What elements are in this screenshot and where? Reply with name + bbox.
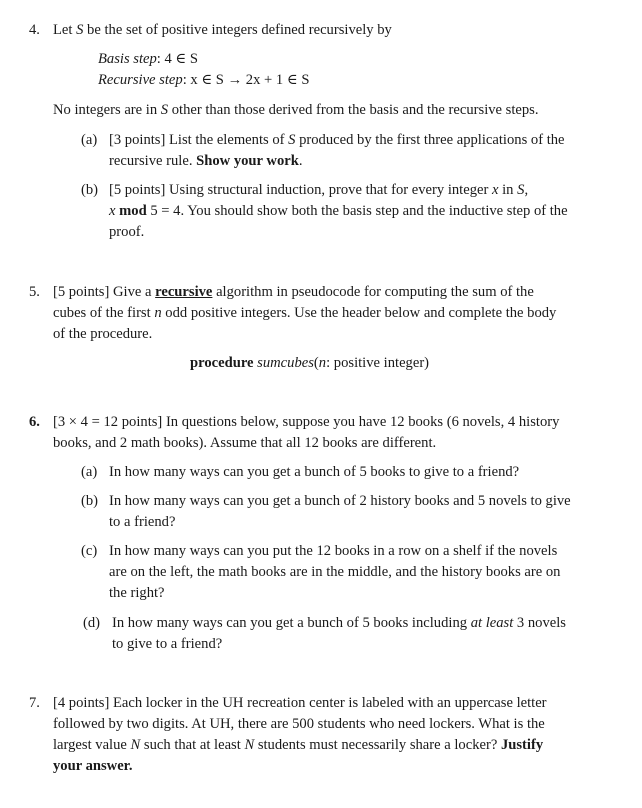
q6-part-b-label: (b) (81, 493, 99, 509)
q6-part-c-label: (c) (81, 543, 98, 559)
q4-part-b-line3: proof. (109, 224, 145, 240)
q6-line1: [3 × 4 = 12 points] In questions below, suppose you have 12 books (6 novels, 4 history (53, 414, 560, 430)
q7-line2: followed by two digits. At UH, there are 500 students who need lockers. What is the (53, 716, 545, 732)
q4-basis-step: Basis step: 4 ∈ S (98, 51, 198, 67)
q5-line3: of the procedure. (53, 326, 153, 342)
q5-line2: cubes of the first n odd positive integers. Use the header below and complete the body (53, 305, 557, 321)
q4-part-a-label: (a) (81, 132, 98, 148)
q5-line1: [5 points] Give a recursive algorithm in pseudocode for computing the sum of the (53, 284, 534, 300)
q6-line2: books, and 2 math books). Assume that all 12 books are different. (53, 435, 437, 451)
q6-part-c-line3: the right? (109, 585, 165, 601)
q6-part-b-line1: In how many ways can you get a bunch of 2 history books and 5 novels to give (109, 493, 571, 509)
q4-part-a-line1: [3 points] List the elements of S produced by the first three applications of the (109, 132, 565, 148)
q6-part-d-line1: In how many ways can you get a bunch of 5 books including at least 3 novels (112, 615, 566, 631)
question-7-number: 7. (29, 695, 40, 711)
q6-part-c-line1: In how many ways can you put the 12 books in a row on a shelf if the novels (109, 543, 558, 559)
q4-part-b-label: (b) (81, 182, 99, 198)
q7-line4: your answer. (53, 758, 133, 774)
q7-line1: [4 points] Each locker in the UH recreation center is labeled with an uppercase letter (53, 695, 547, 711)
q4-part-a-line2: recursive rule. Show your work. (109, 153, 303, 169)
q6-part-d-label: (d) (83, 615, 101, 631)
q4-note: No integers are in S other than those derived from the basis and the recursive steps. (53, 102, 539, 118)
q4-recursive-step: Recursive step: x ∈ S → 2x + 1 ∈ S (98, 72, 310, 88)
q7-line3: largest value N such that at least N students must necessarily share a locker? Justify (53, 737, 544, 753)
q4-part-b-line2: x mod 5 = 4. You should show both the basis step and the inductive step of the (109, 203, 568, 219)
question-6-number: 6. (29, 414, 40, 430)
q6-part-d-line2: to give to a friend? (112, 636, 223, 652)
q6-part-c-line2: are on the left, the math books are in the middle, and the history books are on (109, 564, 561, 580)
question-4-number: 4. (29, 22, 40, 38)
q4-part-b-line1: [5 points] Using structural induction, prove that for every integer x in S, (109, 182, 529, 198)
q5-procedure-header: procedure sumcubes(n: positive integer) (190, 355, 430, 371)
q6-part-b-line2: to a friend? (109, 514, 176, 530)
q4-intro: Let S be the set of positive integers defined recursively by (53, 22, 392, 38)
q6-part-a-label: (a) (81, 464, 98, 480)
question-5-number: 5. (29, 284, 40, 300)
q6-part-a-text: In how many ways can you get a bunch of 5 books to give to a friend? (109, 464, 520, 480)
